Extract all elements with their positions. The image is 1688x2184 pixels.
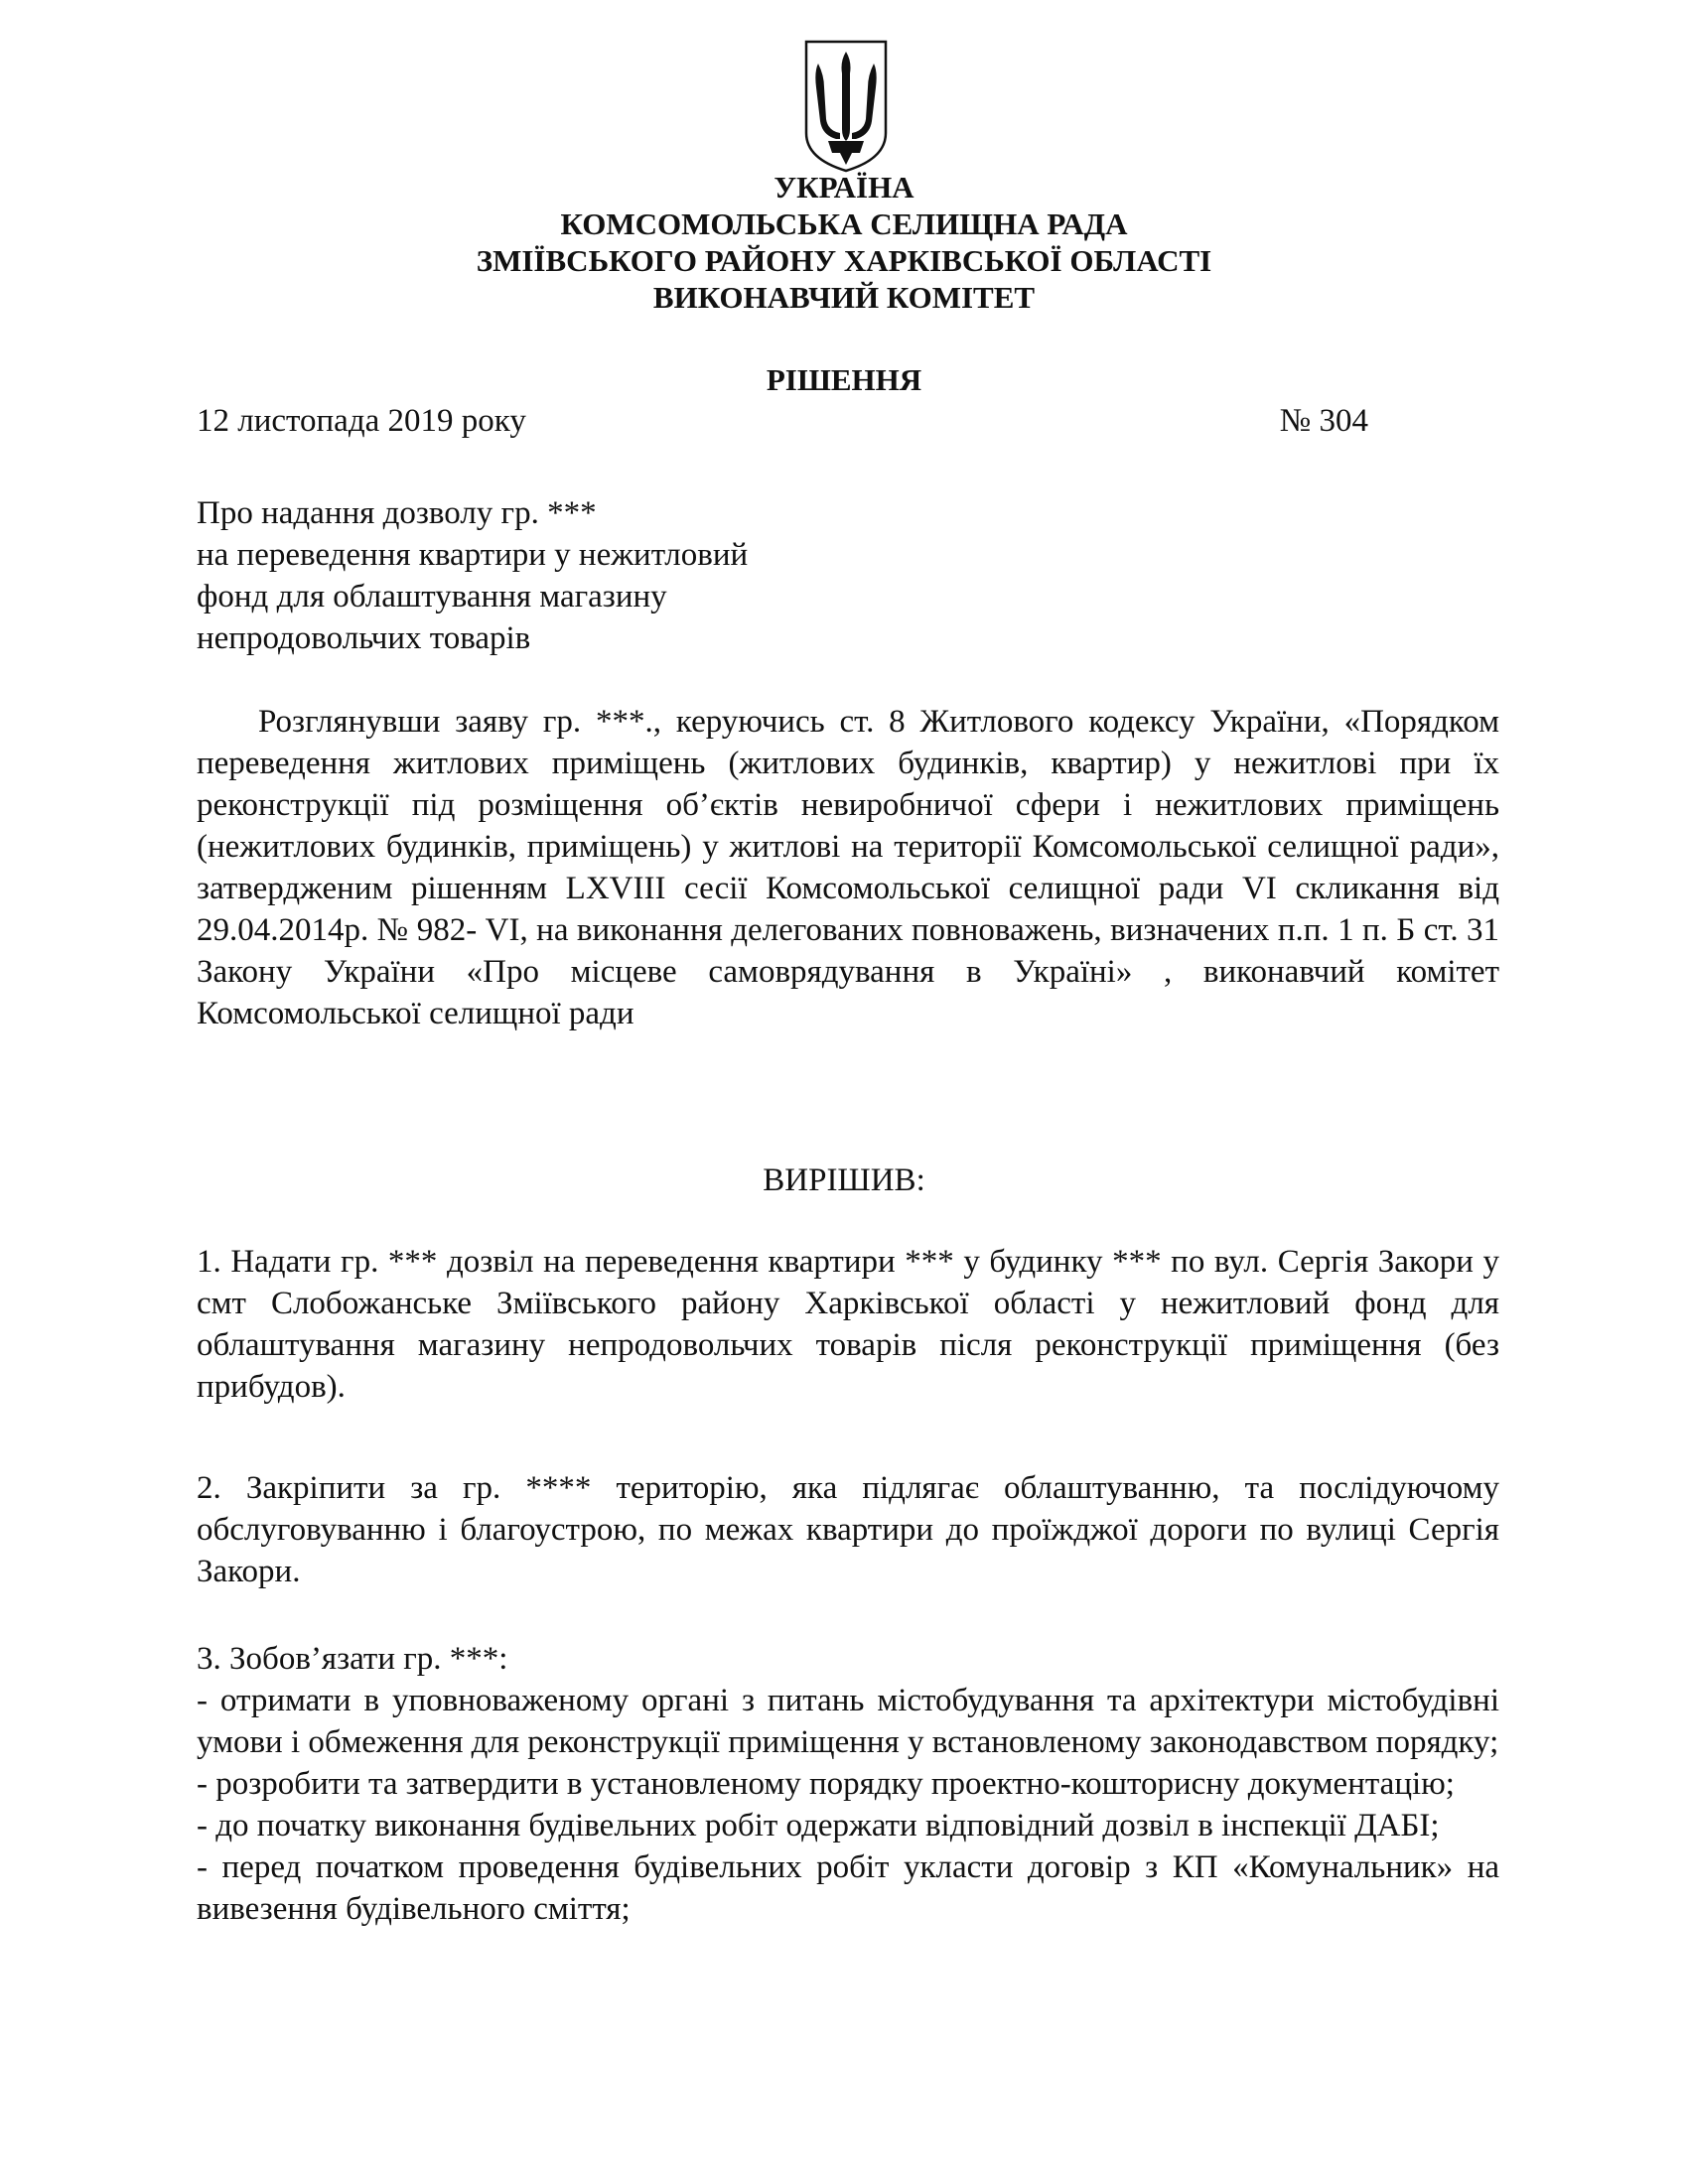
item-3-subpoint: - перед початком проведення будівельних робіт укласти договір з КП «Комунальник» на вивезення будівельного сміття; bbox=[197, 1849, 1499, 1927]
date-number-row bbox=[197, 401, 1368, 441]
preamble-paragraph: Розглянувши заяву гр. ***., керуючись ст. 8 Житлового кодексу України, «Порядком переведення житлових приміщень (житлових будинків, квартир) у нежитлові при їх реконструкції під розміщення об’єктів невиробничої сфери і нежитлових приміщень (нежитлових будинків, приміщень) у житлові на території Комсомольської селищної ради», затвердженим рішенням LXVIII сесії Комсомольської селищної ради VI скликання від 29.04.2014р. № 982- VI, на виконання делегованих повноважень, визначених п.п. 1 п. Б ст. 31 Закону України «Про місцеве самоврядування в Україні» , виконавчий комітет Комсомольської селищної ради bbox=[197, 704, 1499, 1031]
header-council: КОМСОМОЛЬСЬКА СЕЛИЩНА РАДА bbox=[560, 206, 1128, 241]
resolution-item-1: 1. Надати гр. *** дозвіл на переведення квартири *** у будинку *** по вул. Сергія Закори у смт Слобожанське Зміївського району Харківської області у нежитловий фонд для облаштування магазину непродовольчих товарів після реконструкції приміщення (без прибудов). bbox=[197, 1244, 1499, 1405]
resolution-item-2: 2. Закріпити за гр. **** територію, яка підлягає облаштуванню, та послідуючому обслуговуванню і благоустрою, по межах квартири до проїжджої дороги по вулиці Сергія Закори. bbox=[197, 1470, 1499, 1589]
decided-heading: ВИРІШИВ: bbox=[763, 1162, 925, 1198]
resolution-item-3 bbox=[197, 1638, 1499, 1930]
decision-date: 12 листопада 2019 року bbox=[197, 403, 526, 439]
item-3-intro: 3. Зобов’язати гр. ***: bbox=[197, 1641, 508, 1677]
header-country: УКРАЇНА bbox=[774, 170, 914, 205]
item-3-subpoint: - розробити та затвердити в установленому порядку проектно-кошторисну документацію; bbox=[197, 1766, 1455, 1802]
header-committee: ВИКОНАВЧИЙ КОМІТЕТ bbox=[652, 280, 1036, 315]
subject-line: непродовольчих товарів bbox=[197, 620, 531, 656]
item-3-subpoint: - до початку виконання будівельних робіт одержати відповідний дозвіл в інспекції ДАБІ; bbox=[197, 1808, 1440, 1843]
subject-line: Про надання дозволу гр. *** bbox=[197, 495, 597, 531]
document-header bbox=[0, 169, 1688, 316]
trident-coat-of-arms-icon bbox=[802, 38, 890, 175]
decision-number: № 304 bbox=[1279, 403, 1368, 439]
header-district: ЗМІЇВСЬКОГО РАЙОНУ ХАРКІВСЬКОЇ ОБЛАСТІ bbox=[476, 243, 1212, 278]
item-3-subpoint: - отримати в уповноваженому органі з питань містобудування та архітектури містобудівні умови і обмеження для реконструкції приміщення у встановленому законодавством порядку; bbox=[197, 1683, 1499, 1760]
subject-line: на переведення квартири у нежитловий bbox=[197, 537, 749, 573]
decision-subject bbox=[197, 492, 1090, 659]
subject-line: фонд для облаштування магазину bbox=[197, 579, 667, 614]
decision-title: РІШЕННЯ bbox=[766, 362, 922, 397]
